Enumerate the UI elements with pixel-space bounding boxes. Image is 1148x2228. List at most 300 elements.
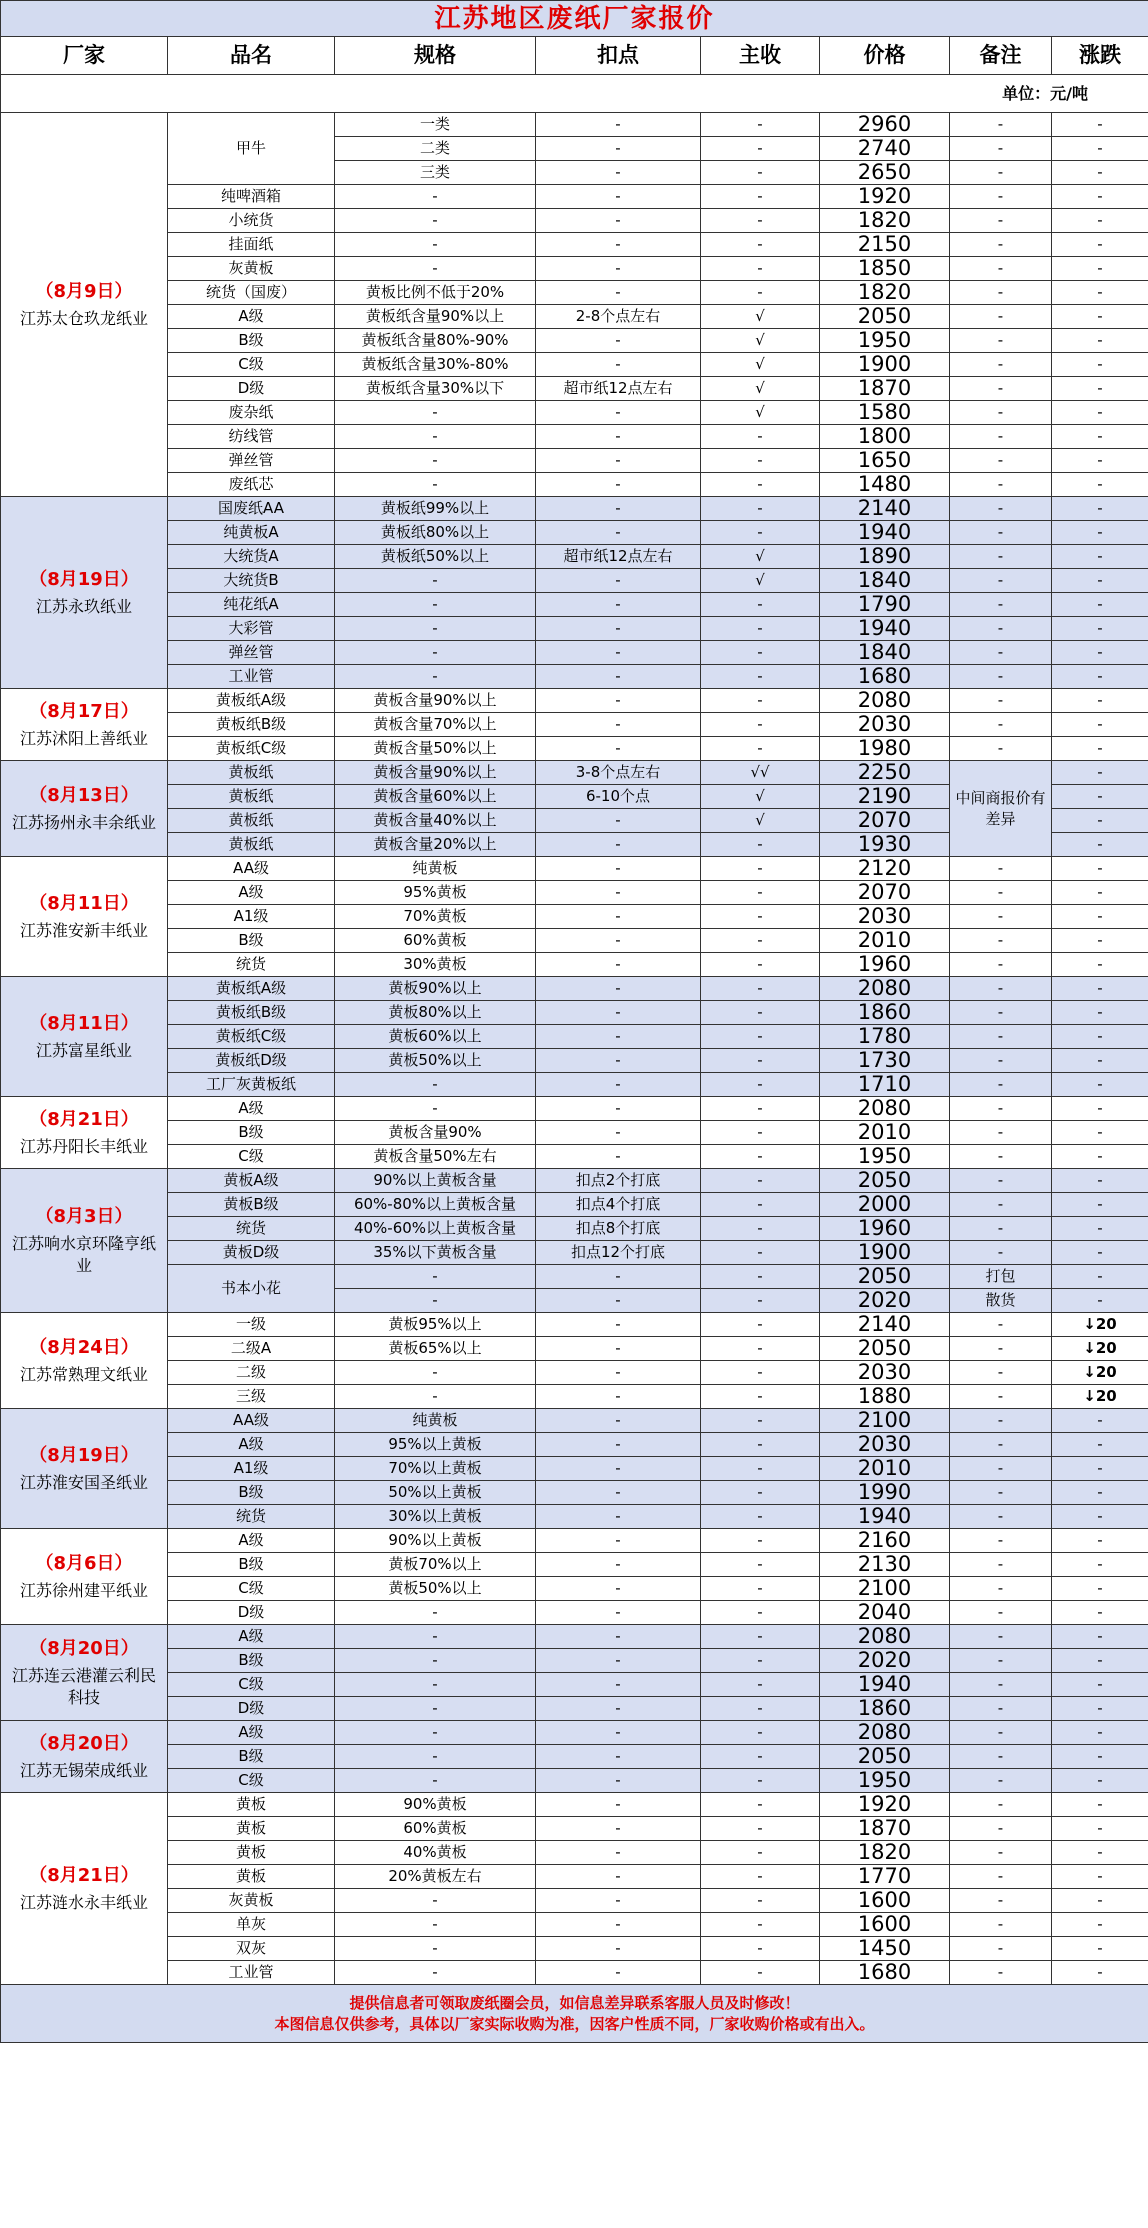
product-cell: A级: [168, 1529, 335, 1553]
note-cell: -: [950, 1385, 1052, 1409]
col-header-deduction: 扣点: [536, 37, 701, 75]
note-cell: -: [950, 353, 1052, 377]
deduction-cell: -: [536, 1001, 701, 1025]
product-cell: C级: [168, 1673, 335, 1697]
page-title: 江苏地区废纸厂家报价: [1, 1, 1148, 37]
change-cell: -: [1052, 593, 1148, 617]
note-cell: -: [950, 497, 1052, 521]
spec-cell: 三类: [335, 161, 536, 185]
spec-cell: -: [335, 1289, 536, 1313]
price-cell: 1990: [820, 1481, 950, 1505]
change-cell: -: [1052, 737, 1148, 761]
spec-cell: 黄板含量90%: [335, 1121, 536, 1145]
main-purchase-cell: -: [701, 1193, 820, 1217]
table-row: [1, 1193, 1148, 1217]
main-purchase-cell: -: [701, 137, 820, 161]
main-purchase-cell: -: [701, 689, 820, 713]
change-cell: -: [1052, 545, 1148, 569]
change-cell: -: [1052, 1217, 1148, 1241]
product-cell: D级: [168, 1697, 335, 1721]
change-cell: -: [1052, 1913, 1148, 1937]
main-purchase-cell: -: [701, 1937, 820, 1961]
deduction-cell: -: [536, 1697, 701, 1721]
note-cell: -: [950, 977, 1052, 1001]
spec-cell: -: [335, 665, 536, 689]
price-cell: 2050: [820, 1745, 950, 1769]
main-purchase-cell: -: [701, 1313, 820, 1337]
price-cell: 1600: [820, 1913, 950, 1937]
price-cell: 1840: [820, 641, 950, 665]
deduction-cell: -: [536, 1097, 701, 1121]
change-cell: ↓20: [1052, 1313, 1148, 1337]
note-cell: -: [950, 1409, 1052, 1433]
main-purchase-cell: -: [701, 977, 820, 1001]
main-purchase-cell: -: [701, 449, 820, 473]
change-cell: -: [1052, 1889, 1148, 1913]
deduction-cell: -: [536, 833, 701, 857]
spec-cell: -: [335, 233, 536, 257]
deduction-cell: -: [536, 257, 701, 281]
price-cell: 2160: [820, 1529, 950, 1553]
price-cell: 1900: [820, 353, 950, 377]
note-cell: -: [950, 1793, 1052, 1817]
spec-cell: -: [335, 1625, 536, 1649]
factory-date: （8月13日）: [29, 784, 139, 806]
product-cell: 挂面纸: [168, 233, 335, 257]
deduction-cell: -: [536, 689, 701, 713]
change-cell: -: [1052, 377, 1148, 401]
change-cell: -: [1052, 689, 1148, 713]
main-purchase-cell: √: [701, 305, 820, 329]
factory-cell: [1, 689, 168, 761]
main-purchase-cell: -: [701, 713, 820, 737]
price-cell: 1950: [820, 1769, 950, 1793]
header-row: [1, 37, 1148, 75]
main-purchase-cell: -: [701, 1577, 820, 1601]
main-purchase-cell: -: [701, 881, 820, 905]
spec-cell: 黄板50%以上: [335, 1049, 536, 1073]
deduction-cell: -: [536, 569, 701, 593]
table-row: [1, 401, 1148, 425]
footer-notice: [1, 1985, 1148, 2043]
factory-cell: [1, 1169, 168, 1313]
main-purchase-cell: -: [701, 257, 820, 281]
spec-cell: -: [335, 593, 536, 617]
spec-cell: -: [335, 1649, 536, 1673]
main-purchase-cell: -: [701, 1217, 820, 1241]
change-cell: -: [1052, 1865, 1148, 1889]
spec-cell: 95%以上黄板: [335, 1433, 536, 1457]
factory-date: （8月3日）: [35, 1205, 133, 1227]
spec-cell: -: [335, 1745, 536, 1769]
main-purchase-cell: -: [701, 1505, 820, 1529]
note-cell: -: [950, 1505, 1052, 1529]
main-purchase-cell: -: [701, 1097, 820, 1121]
factory-date: （8月19日）: [29, 1444, 139, 1466]
main-purchase-cell: -: [701, 905, 820, 929]
main-purchase-cell: -: [701, 665, 820, 689]
price-cell: 1770: [820, 1865, 950, 1889]
factory-cell: [1, 113, 168, 497]
product-cell: 工业管: [168, 665, 335, 689]
note-cell: -: [950, 257, 1052, 281]
note-cell: -: [950, 1361, 1052, 1385]
product-cell: 大统货B: [168, 569, 335, 593]
deduction-cell: -: [536, 1721, 701, 1745]
note-cell: -: [950, 1217, 1052, 1241]
table-row: [1, 473, 1148, 497]
note-cell: 中间商报价有差异: [950, 761, 1052, 857]
spec-cell: 黄板纸80%以上: [335, 521, 536, 545]
main-purchase-cell: -: [701, 953, 820, 977]
change-cell: -: [1052, 1097, 1148, 1121]
product-cell: 黄板D级: [168, 1241, 335, 1265]
note-cell: -: [950, 1481, 1052, 1505]
deduction-cell: -: [536, 1673, 701, 1697]
table-row: [1, 977, 1148, 1001]
spec-cell: 黄板含量90%以上: [335, 689, 536, 713]
price-cell: 1940: [820, 1505, 950, 1529]
change-cell: -: [1052, 1073, 1148, 1097]
spec-cell: 黄板纸含量80%-90%: [335, 329, 536, 353]
table-row: [1, 1793, 1148, 1817]
price-cell: 2190: [820, 785, 950, 809]
table-row: [1, 689, 1148, 713]
deduction-cell: -: [536, 1145, 701, 1169]
change-cell: -: [1052, 1505, 1148, 1529]
note-cell: -: [950, 1457, 1052, 1481]
deduction-cell: -: [536, 1289, 701, 1313]
deduction-cell: -: [536, 1337, 701, 1361]
note-cell: -: [950, 1121, 1052, 1145]
price-cell: 2050: [820, 1337, 950, 1361]
note-cell: -: [950, 1817, 1052, 1841]
table-row: [1, 1217, 1148, 1241]
note-cell: -: [950, 905, 1052, 929]
main-purchase-cell: √: [701, 401, 820, 425]
table-row: [1, 1241, 1148, 1265]
product-cell: D级: [168, 377, 335, 401]
change-cell: -: [1052, 1193, 1148, 1217]
note-cell: -: [950, 545, 1052, 569]
table-row: [1, 1265, 1148, 1289]
footer-line-2: 本图信息仅供参考，具体以厂家实际收购为准，因客户性质不同，厂家收购价格或有出入。: [274, 2014, 875, 2033]
factory-cell: [1, 497, 168, 689]
spec-cell: -: [335, 1889, 536, 1913]
change-cell: -: [1052, 257, 1148, 281]
table-row: [1, 1361, 1148, 1385]
change-cell: -: [1052, 1481, 1148, 1505]
spec-cell: -: [335, 449, 536, 473]
product-cell: B级: [168, 329, 335, 353]
spec-cell: 纯黄板: [335, 857, 536, 881]
note-cell: -: [950, 1169, 1052, 1193]
main-purchase-cell: -: [701, 1289, 820, 1313]
spec-cell: 黄板纸50%以上: [335, 545, 536, 569]
deduction-cell: 扣点2个打底: [536, 1169, 701, 1193]
note-cell: -: [950, 1241, 1052, 1265]
product-cell: 二级A: [168, 1337, 335, 1361]
product-cell: A级: [168, 1721, 335, 1745]
main-purchase-cell: -: [701, 1961, 820, 1985]
spec-cell: 黄板纸99%以上: [335, 497, 536, 521]
price-cell: 2020: [820, 1289, 950, 1313]
table-row: [1, 617, 1148, 641]
price-cell: 1890: [820, 545, 950, 569]
spec-cell: -: [335, 1673, 536, 1697]
change-cell: -: [1052, 1241, 1148, 1265]
price-cell: 1680: [820, 1961, 950, 1985]
deduction-cell: 超市纸12点左右: [536, 377, 701, 401]
note-cell: -: [950, 1769, 1052, 1793]
factory-name: 江苏沭阳上善纸业: [19, 728, 148, 748]
note-cell: -: [950, 1673, 1052, 1697]
product-cell: C级: [168, 1769, 335, 1793]
note-cell: -: [950, 209, 1052, 233]
change-cell: ↓20: [1052, 1361, 1148, 1385]
factory-date: （8月20日）: [29, 1637, 139, 1659]
table-row: [1, 761, 1148, 785]
table-row: [1, 1913, 1148, 1937]
price-cell: 1920: [820, 1793, 950, 1817]
table-row: [1, 1625, 1148, 1649]
product-cell: 统货: [168, 1217, 335, 1241]
deduction-cell: -: [536, 1553, 701, 1577]
note-cell: -: [950, 1337, 1052, 1361]
change-cell: -: [1052, 857, 1148, 881]
note-cell: -: [950, 593, 1052, 617]
deduction-cell: -: [536, 1457, 701, 1481]
note-cell: -: [950, 1913, 1052, 1937]
factory-cell: [1, 1721, 168, 1793]
deduction-cell: -: [536, 977, 701, 1001]
note-cell: -: [950, 233, 1052, 257]
price-cell: 2960: [820, 113, 950, 137]
price-cell: 2100: [820, 1577, 950, 1601]
change-cell: ↓20: [1052, 1337, 1148, 1361]
main-purchase-cell: -: [701, 1673, 820, 1697]
main-purchase-cell: -: [701, 497, 820, 521]
deduction-cell: -: [536, 521, 701, 545]
factory-name: 江苏扬州永丰余纸业: [11, 812, 156, 832]
spec-cell: 20%黄板左右: [335, 1865, 536, 1889]
main-purchase-cell: -: [701, 1889, 820, 1913]
unit-row: [1, 75, 1148, 113]
main-purchase-cell: √√: [701, 761, 820, 785]
note-cell: 散货: [950, 1289, 1052, 1313]
factory-name: 江苏常熟理文纸业: [19, 1364, 148, 1384]
deduction-cell: -: [536, 1625, 701, 1649]
note-cell: -: [950, 1145, 1052, 1169]
spec-cell: 30%黄板: [335, 953, 536, 977]
spec-cell: -: [335, 401, 536, 425]
change-cell: -: [1052, 113, 1148, 137]
deduction-cell: -: [536, 713, 701, 737]
note-cell: -: [950, 281, 1052, 305]
product-cell: A级: [168, 1625, 335, 1649]
change-cell: -: [1052, 185, 1148, 209]
change-cell: -: [1052, 1697, 1148, 1721]
spec-cell: -: [335, 1385, 536, 1409]
note-cell: -: [950, 377, 1052, 401]
price-cell: 2140: [820, 497, 950, 521]
spec-cell: 70%以上黄板: [335, 1457, 536, 1481]
product-cell: 书本小花: [168, 1265, 335, 1313]
table-row: [1, 1313, 1148, 1337]
product-cell: B级: [168, 1121, 335, 1145]
main-purchase-cell: -: [701, 1865, 820, 1889]
table-row: [1, 1385, 1148, 1409]
factory-date: （8月21日）: [29, 1864, 139, 1886]
table-row: [1, 1337, 1148, 1361]
main-purchase-cell: -: [701, 1793, 820, 1817]
change-cell: -: [1052, 1169, 1148, 1193]
factory-cell: [1, 1793, 168, 1985]
product-cell: 黄板: [168, 1841, 335, 1865]
note-cell: -: [950, 569, 1052, 593]
factory-name: 江苏丹阳长丰纸业: [19, 1136, 148, 1156]
note-cell: -: [950, 305, 1052, 329]
table-row: [1, 425, 1148, 449]
change-cell: -: [1052, 1121, 1148, 1145]
note-cell: -: [950, 881, 1052, 905]
spec-cell: -: [335, 425, 536, 449]
change-cell: -: [1052, 1937, 1148, 1961]
factory-cell: [1, 1097, 168, 1169]
price-cell: 2050: [820, 1169, 950, 1193]
spec-cell: 纯黄板: [335, 1409, 536, 1433]
spec-cell: 60%-80%以上黄板含量: [335, 1193, 536, 1217]
deduction-cell: -: [536, 641, 701, 665]
table-row: [1, 569, 1148, 593]
deduction-cell: -: [536, 1409, 701, 1433]
change-cell: -: [1052, 353, 1148, 377]
product-cell: 黄板纸D级: [168, 1049, 335, 1073]
main-purchase-cell: -: [701, 185, 820, 209]
product-cell: 二级: [168, 1361, 335, 1385]
product-cell: 纺线管: [168, 425, 335, 449]
deduction-cell: 扣点4个打底: [536, 1193, 701, 1217]
note-cell: -: [950, 1841, 1052, 1865]
note-cell: -: [950, 1721, 1052, 1745]
main-purchase-cell: √: [701, 569, 820, 593]
table-row: [1, 1433, 1148, 1457]
spec-cell: 50%以上黄板: [335, 1481, 536, 1505]
product-cell: 废纸芯: [168, 473, 335, 497]
change-cell: -: [1052, 1265, 1148, 1289]
product-cell: B级: [168, 929, 335, 953]
main-purchase-cell: -: [701, 857, 820, 881]
main-purchase-cell: -: [701, 1409, 820, 1433]
change-cell: -: [1052, 665, 1148, 689]
change-cell: -: [1052, 1409, 1148, 1433]
price-cell: 1680: [820, 665, 950, 689]
note-cell: -: [950, 1577, 1052, 1601]
price-cell: 1650: [820, 449, 950, 473]
product-cell: 纯啤酒箱: [168, 185, 335, 209]
change-cell: -: [1052, 233, 1148, 257]
main-purchase-cell: -: [701, 1601, 820, 1625]
factory-name: 江苏永玖纸业: [35, 596, 132, 616]
change-cell: -: [1052, 1553, 1148, 1577]
spec-cell: 黄板90%以上: [335, 977, 536, 1001]
main-purchase-cell: -: [701, 1913, 820, 1937]
price-cell: 2250: [820, 761, 950, 785]
table-row: [1, 1769, 1148, 1793]
price-cell: 1450: [820, 1937, 950, 1961]
price-cell: 1870: [820, 1817, 950, 1841]
spec-cell: 黄板60%以上: [335, 1025, 536, 1049]
main-purchase-cell: -: [701, 1457, 820, 1481]
price-cell: 1900: [820, 1241, 950, 1265]
main-purchase-cell: -: [701, 425, 820, 449]
note-cell: -: [950, 1649, 1052, 1673]
deduction-cell: -: [536, 1313, 701, 1337]
main-purchase-cell: -: [701, 1361, 820, 1385]
price-cell: 2740: [820, 137, 950, 161]
note-cell: -: [950, 1745, 1052, 1769]
change-cell: -: [1052, 641, 1148, 665]
price-cell: 1820: [820, 209, 950, 233]
main-purchase-cell: -: [701, 233, 820, 257]
change-cell: -: [1052, 1529, 1148, 1553]
table-row: [1, 545, 1148, 569]
col-header-price: 价格: [820, 37, 950, 75]
main-purchase-cell: -: [701, 593, 820, 617]
deduction-cell: -: [536, 1265, 701, 1289]
change-cell: -: [1052, 1577, 1148, 1601]
main-purchase-cell: -: [701, 113, 820, 137]
price-cell: 2130: [820, 1553, 950, 1577]
product-cell: 统货: [168, 953, 335, 977]
factory-cell: [1, 1409, 168, 1529]
spec-cell: 二类: [335, 137, 536, 161]
spec-cell: 60%黄板: [335, 929, 536, 953]
deduction-cell: -: [536, 593, 701, 617]
main-purchase-cell: -: [701, 1241, 820, 1265]
spec-cell: 40%-60%以上黄板含量: [335, 1217, 536, 1241]
note-cell: -: [950, 1193, 1052, 1217]
col-header-change: 涨跌: [1052, 37, 1148, 75]
spec-cell: 一类: [335, 113, 536, 137]
spec-cell: -: [335, 1721, 536, 1745]
factory-cell: [1, 1529, 168, 1625]
table-row: [1, 1961, 1148, 1985]
product-cell: 双灰: [168, 1937, 335, 1961]
table-row: [1, 1457, 1148, 1481]
deduction-cell: -: [536, 1937, 701, 1961]
table-row: [1, 497, 1148, 521]
table-row: [1, 257, 1148, 281]
spec-cell: 90%以上黄板含量: [335, 1169, 536, 1193]
col-header-product: 品名: [168, 37, 335, 75]
main-purchase-cell: √: [701, 545, 820, 569]
deduction-cell: -: [536, 617, 701, 641]
table-row: [1, 593, 1148, 617]
note-cell: -: [950, 329, 1052, 353]
product-cell: 黄板B级: [168, 1193, 335, 1217]
change-cell: -: [1052, 209, 1148, 233]
main-purchase-cell: -: [701, 1073, 820, 1097]
table-row: [1, 1865, 1148, 1889]
table-row: [1, 1937, 1148, 1961]
spec-cell: -: [335, 473, 536, 497]
col-header-spec: 规格: [335, 37, 536, 75]
spec-cell: -: [335, 1913, 536, 1937]
price-cell: 1790: [820, 593, 950, 617]
note-cell: -: [950, 1097, 1052, 1121]
deduction-cell: 6-10个点: [536, 785, 701, 809]
